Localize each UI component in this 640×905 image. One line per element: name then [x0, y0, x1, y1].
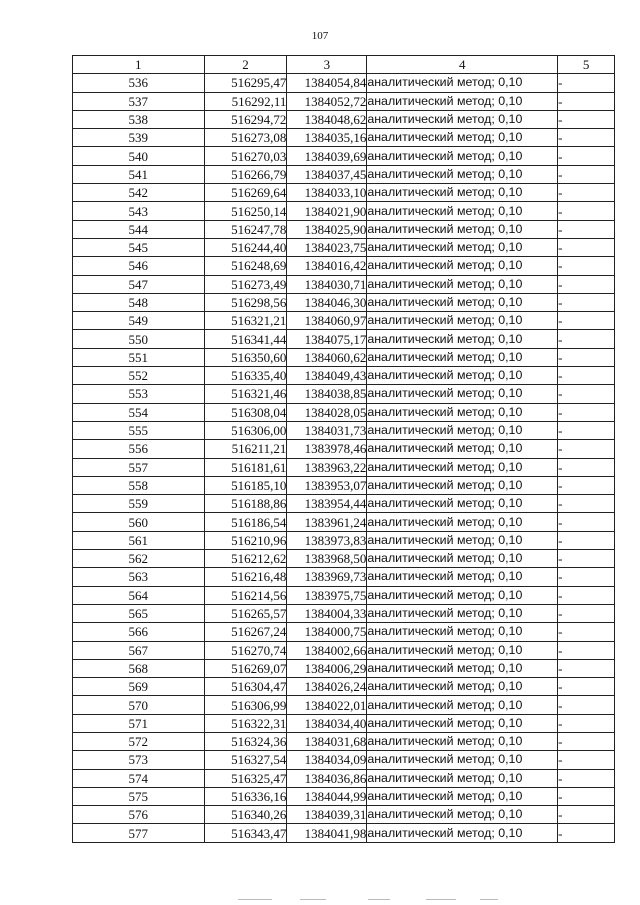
point-number-cell: 540 [73, 147, 205, 165]
table-row [73, 659, 615, 677]
y-coordinate-cell: 1384016,42 [287, 257, 367, 275]
method-cell: аналитический метод; 0,10 [367, 220, 558, 238]
y-coordinate-cell: 1384035,16 [287, 129, 367, 147]
y-coordinate-cell: 1384049,43 [287, 367, 367, 385]
method-cell: аналитический метод; 0,10 [367, 714, 558, 732]
y-coordinate-cell: 1383953,07 [287, 476, 367, 494]
table-row [73, 678, 615, 696]
method-cell: аналитический метод; 0,10 [367, 440, 558, 458]
y-coordinate-cell: 1384044,99 [287, 787, 367, 805]
method-cell: аналитический метод; 0,10 [367, 202, 558, 220]
column-header-3: 3 [287, 56, 367, 74]
table-row [73, 110, 615, 128]
table-row [73, 550, 615, 568]
note-cell: - [558, 550, 615, 568]
point-number-cell: 552 [73, 367, 205, 385]
y-coordinate-cell: 1384039,31 [287, 806, 367, 824]
method-cell: аналитический метод; 0,10 [367, 751, 558, 769]
note-cell: - [558, 129, 615, 147]
point-number-cell: 548 [73, 293, 205, 311]
point-number-cell: 576 [73, 806, 205, 824]
method-cell: аналитический метод; 0,10 [367, 367, 558, 385]
point-number-cell: 544 [73, 220, 205, 238]
method-cell: аналитический метод; 0,10 [367, 732, 558, 750]
method-cell: аналитический метод; 0,10 [367, 604, 558, 622]
x-coordinate-cell: 516210,96 [204, 531, 287, 549]
point-number-cell: 538 [73, 110, 205, 128]
table-row [73, 147, 615, 165]
y-coordinate-cell: 1383961,24 [287, 513, 367, 531]
method-cell: аналитический метод; 0,10 [367, 586, 558, 604]
point-number-cell: 537 [73, 92, 205, 110]
y-coordinate-cell: 1384030,71 [287, 275, 367, 293]
point-number-cell: 567 [73, 641, 205, 659]
note-cell: - [558, 623, 615, 641]
x-coordinate-cell: 516267,24 [204, 623, 287, 641]
x-coordinate-cell: 516269,64 [204, 184, 287, 202]
x-coordinate-cell: 516181,61 [204, 458, 287, 476]
table-row [73, 623, 615, 641]
x-coordinate-cell: 516266,79 [204, 165, 287, 183]
point-number-cell: 536 [73, 74, 205, 92]
point-number-cell: 563 [73, 568, 205, 586]
method-cell: аналитический метод; 0,10 [367, 147, 558, 165]
method-cell: аналитический метод; 0,10 [367, 824, 558, 842]
table-row [73, 367, 615, 385]
point-number-cell: 559 [73, 495, 205, 513]
method-cell: аналитический метод; 0,10 [367, 421, 558, 439]
x-coordinate-cell: 516185,10 [204, 476, 287, 494]
table-row [73, 641, 615, 659]
point-number-cell: 541 [73, 165, 205, 183]
point-number-cell: 549 [73, 312, 205, 330]
y-coordinate-cell: 1384060,97 [287, 312, 367, 330]
point-number-cell: 557 [73, 458, 205, 476]
y-coordinate-cell: 1384000,75 [287, 623, 367, 641]
method-cell: аналитический метод; 0,10 [367, 385, 558, 403]
y-coordinate-cell: 1384023,75 [287, 238, 367, 256]
header-row [73, 56, 615, 74]
point-number-cell: 539 [73, 129, 205, 147]
note-cell: - [558, 220, 615, 238]
note-cell: - [558, 238, 615, 256]
note-cell: - [558, 440, 615, 458]
x-coordinate-cell: 516308,04 [204, 403, 287, 421]
note-cell: - [558, 348, 615, 366]
table-row [73, 330, 615, 348]
x-coordinate-cell: 516212,62 [204, 550, 287, 568]
method-cell: аналитический метод; 0,10 [367, 458, 558, 476]
x-coordinate-cell: 516304,47 [204, 678, 287, 696]
x-coordinate-cell: 516250,14 [204, 202, 287, 220]
point-number-cell: 542 [73, 184, 205, 202]
x-coordinate-cell: 516335,40 [204, 367, 287, 385]
column-header-2: 2 [204, 56, 287, 74]
point-number-cell: 547 [73, 275, 205, 293]
column-header-4: 4 [367, 56, 558, 74]
method-cell: аналитический метод; 0,10 [367, 110, 558, 128]
table-row [73, 421, 615, 439]
x-coordinate-cell: 516247,78 [204, 220, 287, 238]
y-coordinate-cell: 1384026,24 [287, 678, 367, 696]
note-cell: - [558, 732, 615, 750]
x-coordinate-cell: 516273,08 [204, 129, 287, 147]
method-cell: аналитический метод; 0,10 [367, 165, 558, 183]
table-row [73, 348, 615, 366]
note-cell: - [558, 312, 615, 330]
method-cell: аналитический метод; 0,10 [367, 550, 558, 568]
note-cell: - [558, 824, 615, 842]
x-coordinate-cell: 516295,47 [204, 74, 287, 92]
point-number-cell: 570 [73, 696, 205, 714]
y-coordinate-cell: 1384054,84 [287, 74, 367, 92]
table-row [73, 220, 615, 238]
x-coordinate-cell: 516270,74 [204, 641, 287, 659]
table-row [73, 513, 615, 531]
x-coordinate-cell: 516298,56 [204, 293, 287, 311]
y-coordinate-cell: 1384031,73 [287, 421, 367, 439]
point-number-cell: 573 [73, 751, 205, 769]
note-cell: - [558, 421, 615, 439]
table-row [73, 824, 615, 842]
note-cell: - [558, 659, 615, 677]
y-coordinate-cell: 1384006,29 [287, 659, 367, 677]
table-row [73, 238, 615, 256]
method-cell: аналитический метод; 0,10 [367, 74, 558, 92]
method-cell: аналитический метод; 0,10 [367, 275, 558, 293]
x-coordinate-cell: 516321,21 [204, 312, 287, 330]
note-cell: - [558, 568, 615, 586]
y-coordinate-cell: 1384021,90 [287, 202, 367, 220]
method-cell: аналитический метод; 0,10 [367, 531, 558, 549]
x-coordinate-cell: 516341,44 [204, 330, 287, 348]
note-cell: - [558, 641, 615, 659]
y-coordinate-cell: 1384060,62 [287, 348, 367, 366]
point-number-cell: 545 [73, 238, 205, 256]
y-coordinate-cell: 1383963,22 [287, 458, 367, 476]
y-coordinate-cell: 1384033,10 [287, 184, 367, 202]
y-coordinate-cell: 1384039,69 [287, 147, 367, 165]
y-coordinate-cell: 1383968,50 [287, 550, 367, 568]
method-cell: аналитический метод; 0,10 [367, 257, 558, 275]
method-cell: аналитический метод; 0,10 [367, 495, 558, 513]
table-row [73, 568, 615, 586]
table-header [73, 56, 615, 74]
method-cell: аналитический метод; 0,10 [367, 238, 558, 256]
y-coordinate-cell: 1383973,83 [287, 531, 367, 549]
method-cell: аналитический метод; 0,10 [367, 806, 558, 824]
x-coordinate-cell: 516325,47 [204, 769, 287, 787]
x-coordinate-cell: 516336,16 [204, 787, 287, 805]
table-row [73, 714, 615, 732]
note-cell: - [558, 769, 615, 787]
table-row [73, 787, 615, 805]
table-row [73, 129, 615, 147]
note-cell: - [558, 495, 615, 513]
x-coordinate-cell: 516214,56 [204, 586, 287, 604]
note-cell: - [558, 586, 615, 604]
y-coordinate-cell: 1384052,72 [287, 92, 367, 110]
table-row [73, 440, 615, 458]
table-row [73, 202, 615, 220]
note-cell: - [558, 531, 615, 549]
x-coordinate-cell: 516244,40 [204, 238, 287, 256]
method-cell: аналитический метод; 0,10 [367, 293, 558, 311]
x-coordinate-cell: 516269,07 [204, 659, 287, 677]
note-cell: - [558, 293, 615, 311]
x-coordinate-cell: 516324,36 [204, 732, 287, 750]
note-cell: - [558, 184, 615, 202]
y-coordinate-cell: 1384041,98 [287, 824, 367, 842]
note-cell: - [558, 92, 615, 110]
note-cell: - [558, 476, 615, 494]
table-row [73, 586, 615, 604]
method-cell: аналитический метод; 0,10 [367, 623, 558, 641]
point-number-cell: 562 [73, 550, 205, 568]
x-coordinate-cell: 516211,21 [204, 440, 287, 458]
point-number-cell: 577 [73, 824, 205, 842]
point-number-cell: 546 [73, 257, 205, 275]
table-row [73, 275, 615, 293]
point-number-cell: 555 [73, 421, 205, 439]
table-row [73, 92, 615, 110]
x-coordinate-cell: 516343,47 [204, 824, 287, 842]
method-cell: аналитический метод; 0,10 [367, 403, 558, 421]
y-coordinate-cell: 1384046,30 [287, 293, 367, 311]
note-cell: - [558, 513, 615, 531]
point-number-cell: 568 [73, 659, 205, 677]
table-row [73, 184, 615, 202]
x-coordinate-cell: 516188,86 [204, 495, 287, 513]
method-cell: аналитический метод; 0,10 [367, 348, 558, 366]
x-coordinate-cell: 516350,60 [204, 348, 287, 366]
point-number-cell: 553 [73, 385, 205, 403]
y-coordinate-cell: 1384048,62 [287, 110, 367, 128]
point-number-cell: 566 [73, 623, 205, 641]
table-row [73, 531, 615, 549]
y-coordinate-cell: 1384037,45 [287, 165, 367, 183]
scan-artifact-marks [230, 897, 530, 903]
point-number-cell: 556 [73, 440, 205, 458]
point-number-cell: 550 [73, 330, 205, 348]
note-cell: - [558, 787, 615, 805]
point-number-cell: 560 [73, 513, 205, 531]
x-coordinate-cell: 516321,46 [204, 385, 287, 403]
column-header-5: 5 [558, 56, 615, 74]
table-row [73, 312, 615, 330]
y-coordinate-cell: 1384038,85 [287, 385, 367, 403]
note-cell: - [558, 74, 615, 92]
method-cell: аналитический метод; 0,10 [367, 513, 558, 531]
method-cell: аналитический метод; 0,10 [367, 568, 558, 586]
note-cell: - [558, 751, 615, 769]
x-coordinate-cell: 516340,26 [204, 806, 287, 824]
note-cell: - [558, 696, 615, 714]
method-cell: аналитический метод; 0,10 [367, 678, 558, 696]
x-coordinate-cell: 516186,54 [204, 513, 287, 531]
x-coordinate-cell: 516248,69 [204, 257, 287, 275]
column-header-1: 1 [73, 56, 205, 74]
method-cell: аналитический метод; 0,10 [367, 659, 558, 677]
point-number-cell: 574 [73, 769, 205, 787]
table-row [73, 385, 615, 403]
point-number-cell: 571 [73, 714, 205, 732]
coordinates-table [72, 55, 615, 843]
point-number-cell: 558 [73, 476, 205, 494]
note-cell: - [558, 385, 615, 403]
method-cell: аналитический метод; 0,10 [367, 312, 558, 330]
method-cell: аналитический метод; 0,10 [367, 769, 558, 787]
note-cell: - [558, 110, 615, 128]
y-coordinate-cell: 1383954,44 [287, 495, 367, 513]
table-row [73, 293, 615, 311]
table-row [73, 604, 615, 622]
y-coordinate-cell: 1384034,40 [287, 714, 367, 732]
table-row [73, 458, 615, 476]
x-coordinate-cell: 516265,57 [204, 604, 287, 622]
point-number-cell: 543 [73, 202, 205, 220]
method-cell: аналитический метод; 0,10 [367, 641, 558, 659]
note-cell: - [558, 806, 615, 824]
y-coordinate-cell: 1384004,33 [287, 604, 367, 622]
note-cell: - [558, 403, 615, 421]
table-row [73, 751, 615, 769]
method-cell: аналитический метод; 0,10 [367, 787, 558, 805]
table-row [73, 732, 615, 750]
table-row [73, 165, 615, 183]
point-number-cell: 565 [73, 604, 205, 622]
point-number-cell: 575 [73, 787, 205, 805]
y-coordinate-cell: 1384022,01 [287, 696, 367, 714]
point-number-cell: 569 [73, 678, 205, 696]
method-cell: аналитический метод; 0,10 [367, 696, 558, 714]
note-cell: - [558, 202, 615, 220]
point-number-cell: 554 [73, 403, 205, 421]
note-cell: - [558, 147, 615, 165]
page-number: 107 [311, 30, 329, 42]
point-number-cell: 564 [73, 586, 205, 604]
y-coordinate-cell: 1384075,17 [287, 330, 367, 348]
note-cell: - [558, 458, 615, 476]
note-cell: - [558, 330, 615, 348]
note-cell: - [558, 604, 615, 622]
table-row [73, 74, 615, 92]
x-coordinate-cell: 516306,99 [204, 696, 287, 714]
point-number-cell: 572 [73, 732, 205, 750]
note-cell: - [558, 257, 615, 275]
y-coordinate-cell: 1384031,68 [287, 732, 367, 750]
y-coordinate-cell: 1384028,05 [287, 403, 367, 421]
y-coordinate-cell: 1383969,73 [287, 568, 367, 586]
x-coordinate-cell: 516270,03 [204, 147, 287, 165]
method-cell: аналитический метод; 0,10 [367, 476, 558, 494]
table-row [73, 806, 615, 824]
table-row [73, 769, 615, 787]
y-coordinate-cell: 1383978,46 [287, 440, 367, 458]
y-coordinate-cell: 1384036,86 [287, 769, 367, 787]
y-coordinate-cell: 1384002,66 [287, 641, 367, 659]
y-coordinate-cell: 1384025,90 [287, 220, 367, 238]
table-row [73, 476, 615, 494]
table-row [73, 403, 615, 421]
point-number-cell: 561 [73, 531, 205, 549]
table-row [73, 495, 615, 513]
point-number-cell: 551 [73, 348, 205, 366]
y-coordinate-cell: 1383975,75 [287, 586, 367, 604]
note-cell: - [558, 678, 615, 696]
method-cell: аналитический метод; 0,10 [367, 184, 558, 202]
x-coordinate-cell: 516327,54 [204, 751, 287, 769]
table-body [73, 74, 615, 842]
y-coordinate-cell: 1384034,09 [287, 751, 367, 769]
note-cell: - [558, 275, 615, 293]
x-coordinate-cell: 516292,11 [204, 92, 287, 110]
x-coordinate-cell: 516294,72 [204, 110, 287, 128]
table-row [73, 696, 615, 714]
x-coordinate-cell: 516306,00 [204, 421, 287, 439]
note-cell: - [558, 714, 615, 732]
note-cell: - [558, 367, 615, 385]
table-row [73, 257, 615, 275]
method-cell: аналитический метод; 0,10 [367, 129, 558, 147]
x-coordinate-cell: 516216,48 [204, 568, 287, 586]
method-cell: аналитический метод; 0,10 [367, 92, 558, 110]
x-coordinate-cell: 516322,31 [204, 714, 287, 732]
method-cell: аналитический метод; 0,10 [367, 330, 558, 348]
note-cell: - [558, 165, 615, 183]
x-coordinate-cell: 516273,49 [204, 275, 287, 293]
